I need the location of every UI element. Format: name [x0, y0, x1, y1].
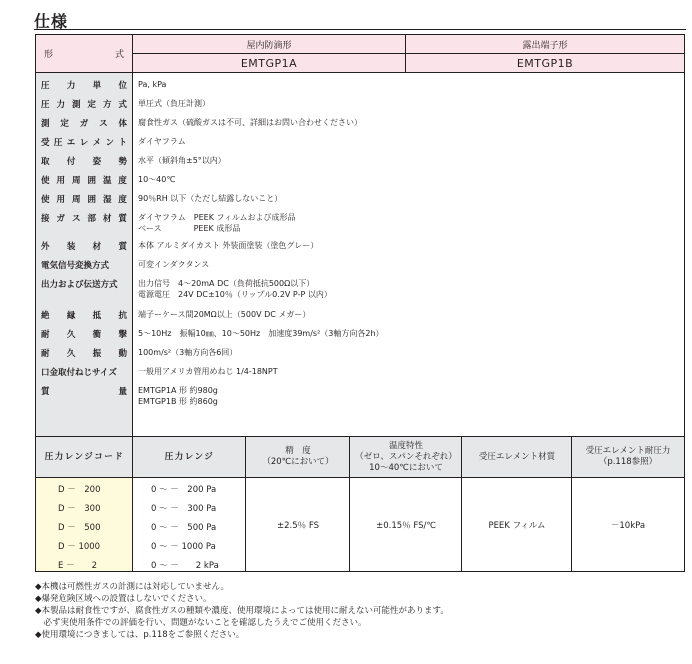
header-type-indoor: 屋内防滴形: [133, 35, 406, 54]
spec-label-char: 温: [102, 176, 112, 186]
spec-value: [138, 98, 210, 109]
spec-label-char: ト: [118, 138, 127, 148]
spec-value-line: EMTGP1B 形 約860g: [138, 397, 218, 406]
range-code: D － 500: [58, 523, 101, 533]
spec-label-char: 質: [118, 214, 127, 224]
spec-label-char: 取: [41, 157, 50, 167]
spec-label-column: [36, 73, 133, 437]
spec-label: [41, 193, 127, 205]
spec-label-char: レ: [79, 138, 89, 148]
spec-label: [41, 309, 127, 321]
temp-header-note: （ゼロ、スパンそれぞれ）: [355, 451, 457, 462]
spec-label: [41, 98, 127, 110]
range-code: D － 1000: [58, 542, 101, 552]
withstand-header: [572, 437, 684, 478]
spec-label-char: 装: [66, 242, 76, 252]
spec-value-line: EMTGP1A 形 約980g: [138, 386, 218, 395]
spec-value: [138, 193, 282, 204]
spec-label-char: ス: [99, 119, 108, 129]
spec-label-char: 衝: [92, 330, 102, 340]
spec-label-char: 接: [41, 214, 50, 224]
page-title: 仕様: [34, 12, 69, 31]
spec-value-line: 電源電圧 24V DC±10％（リップル0.2V P-P 以内）: [138, 290, 332, 299]
spec-label-char: 振: [92, 349, 102, 359]
spec-label-char: 質: [118, 242, 127, 252]
range-value: 0 ～ － 2 kPa: [151, 561, 219, 571]
spec-label-char: ガ: [79, 119, 89, 129]
temp-value: ±0.15％ FS/℃: [376, 520, 436, 531]
spec-label-char: 抗: [118, 311, 127, 321]
spec-label-char: 位: [118, 81, 127, 91]
spec-value: [138, 240, 318, 251]
material-header: 受圧エレメント材質: [462, 437, 572, 478]
range-code: D － 200: [58, 485, 101, 495]
spec-label-char: 姿: [92, 157, 102, 167]
spec-value: [138, 212, 296, 234]
range-header: 圧力レンジ: [133, 437, 246, 478]
spec-value-line: 可変インダクタンス: [138, 260, 210, 269]
spec-value: [138, 328, 384, 339]
spec-label-char: ン: [105, 138, 115, 148]
spec-label-char: 周: [71, 176, 81, 186]
temp-header-range: 10～40℃において: [369, 462, 443, 473]
spec-label: [41, 347, 127, 359]
withstand-header-note: （p.118参照）: [598, 457, 658, 467]
spec-label-char: ガ: [56, 214, 65, 224]
spec-label-char: メ: [92, 138, 102, 148]
note-line: ◆本製品は耐食性ですが、腐食性ガスの種類や濃度、使用環境によっては使用に耐えない可能性があります。: [35, 606, 449, 616]
divider: [349, 437, 350, 571]
spec-label-char: 絶: [41, 311, 50, 321]
spec-label-char: 定: [60, 119, 69, 129]
spec-label-char: 耐: [41, 349, 50, 359]
spec-label-char: 外: [41, 242, 50, 252]
spec-value-line: ダイヤフラム: [138, 137, 186, 146]
accuracy-header: [246, 437, 350, 478]
spec-label-char: 部: [87, 214, 96, 224]
note-line: ◆使用環境につきましては、p.118をご参照ください。: [35, 630, 245, 640]
spec-label: [41, 212, 127, 224]
spec-value-line: Pa, kPa: [138, 80, 167, 89]
note-line: ◆本機は可燃性ガスの計測には対応していません。: [35, 582, 230, 592]
spec-label-char: 受: [41, 138, 50, 148]
spec-label-char: 周: [71, 195, 81, 205]
range-value: 0 ～ － 500 Pa: [151, 523, 217, 533]
spec-value: [138, 259, 209, 270]
material-value: PEEK フィルム: [488, 520, 546, 531]
spec-value-line: 腐食性ガス（硫酸ガスは不可、詳細はお問い合わせください）: [138, 118, 362, 127]
spec-value-line: 90％RH 以下（ただし結露しないこと）: [138, 194, 283, 203]
spec-label-char: 方: [102, 100, 112, 110]
spec-label: [41, 240, 127, 252]
spec-value-column: [133, 73, 684, 437]
spec-label-char: 囲: [87, 195, 96, 205]
spec-label-char: 用: [56, 195, 65, 205]
spec-value: [138, 309, 310, 320]
spec-value: [138, 79, 166, 90]
spec-label-char: 測: [71, 100, 81, 110]
spec-label: [41, 155, 127, 167]
spec-label-char: ス: [71, 214, 81, 224]
spec-value: [138, 117, 362, 128]
spec-value-line: 端子ーケース間20MΩ以上（500V DC メガー）: [138, 310, 311, 319]
spec-value-line: 単圧式（負圧計測）: [138, 99, 210, 108]
withstand-header-title: 受圧エレメント耐圧力: [585, 446, 671, 456]
spec-label-char: 量: [118, 387, 127, 397]
divider: [132, 437, 133, 571]
header-type-label-char-1: 形: [44, 50, 54, 60]
spec-label: 電気信号変換方式: [41, 261, 110, 271]
spec-label-char: 体: [118, 119, 127, 129]
spec-label-char: 材: [102, 214, 112, 224]
header-type-label-char-2: 式: [114, 50, 124, 60]
spec-label-char: 度: [118, 195, 127, 205]
header-model-exposed: EMTGP1B: [406, 54, 684, 73]
temp-header-title: 温度特性: [388, 440, 423, 451]
spec-label-char: 力: [66, 81, 76, 91]
header-model-indoor: EMTGP1A: [133, 54, 406, 73]
spec-label-char: 勢: [118, 157, 127, 167]
spec-value-line: 100m/s²（3軸方向各6回）: [138, 348, 238, 357]
spec-label-char: 度: [118, 176, 127, 186]
spec-value: [138, 385, 218, 407]
spec-label-char: 単: [92, 81, 102, 91]
spec-label: [41, 174, 127, 186]
spec-value-line: 出力信号 4～20mA DC（負荷抵抗500Ω以下）: [138, 279, 315, 288]
notes: [35, 581, 449, 641]
spec-value-line: ベース PEEK 成形品: [138, 224, 241, 233]
accuracy-header-title: 精 度: [285, 446, 311, 456]
spec-value-line: 本体 アルミダイカスト 外装面塗装（塗色グレー）: [138, 241, 319, 250]
spec-label-char: 耐: [41, 330, 50, 340]
spec-label-char: 式: [118, 100, 127, 110]
spec-label-char: 用: [56, 176, 65, 186]
spec-label-char: 囲: [87, 176, 96, 186]
range-value: 0 ～ － 200 Pa: [151, 485, 217, 495]
range-code: E － 2: [58, 561, 97, 571]
spec-label: 出力および伝送方式: [41, 280, 118, 290]
note-line: 必ず実使用条件での評価を行い、問題がないことを確認したうえでご使用ください。: [35, 618, 367, 628]
spec-value: [138, 136, 186, 147]
spec-label: 口金取付ねじサイズ: [41, 368, 117, 378]
spec-table: [35, 34, 685, 572]
spec-label-char: 力: [56, 100, 65, 110]
spec-label-char: 使: [41, 195, 50, 205]
spec-label-char: 久: [66, 349, 76, 359]
spec-value-line: 一般用アメリカ管用めねじ 1/4-18NPT: [138, 367, 278, 376]
spec-value: [138, 347, 237, 358]
range-code-header: 圧力レンジコード: [36, 437, 133, 478]
divider: [245, 437, 246, 571]
spec-label-char: 撃: [118, 330, 127, 340]
spec-label-char: 湿: [102, 195, 112, 205]
spec-label: [41, 385, 127, 397]
spec-label: [41, 328, 127, 340]
spec-value-line: 5～10Hz 振幅10㎜、10～50Hz 加速度39m/s²（3軸方向各2h）: [138, 329, 384, 338]
divider: [571, 437, 572, 571]
spec-label-char: 縁: [66, 311, 76, 321]
divider: [461, 437, 462, 571]
spec-label-char: 抵: [92, 311, 102, 321]
spec-label-char: 久: [66, 330, 76, 340]
spec-value: [138, 155, 226, 166]
accuracy-header-note: （20℃において）: [262, 457, 334, 467]
spec-label-char: 使: [41, 176, 50, 186]
spec-label: [41, 117, 127, 129]
range-value: 0 ～ － 1000 Pa: [151, 542, 216, 552]
title-rule: [34, 29, 686, 30]
spec-label-char: 付: [66, 157, 76, 167]
withstand-value: －10kPa: [610, 520, 646, 531]
accuracy-value: ±2.5％ FS: [277, 520, 319, 531]
spec-label-char: 定: [87, 100, 96, 110]
spec-value: [138, 174, 175, 185]
spec-label-char: エ: [66, 138, 76, 148]
spec-label-char: 測: [41, 119, 50, 129]
range-code: D － 300: [58, 504, 101, 514]
note-line: ◆爆発危険区域への設置はしないでください。: [35, 594, 212, 604]
spec-label: [41, 136, 127, 148]
spec-value: [138, 366, 278, 377]
range-value: 0 ～ － 300 Pa: [151, 504, 217, 514]
spec-label-char: 圧: [41, 81, 50, 91]
spec-label-char: 圧: [41, 100, 50, 110]
header-type-label: [36, 35, 133, 73]
spec-value-line: ダイヤフラム PEEK フィルムおよび成形品: [138, 213, 296, 222]
spec-value-line: 10～40℃: [138, 175, 176, 184]
spec-label: [41, 79, 127, 91]
spec-label-char: 圧: [53, 138, 63, 148]
spec-value: [138, 278, 332, 300]
spec-label-char: 材: [92, 242, 102, 252]
header-type-exposed: 露出端子形: [406, 35, 684, 54]
spec-label-char: 動: [118, 349, 127, 359]
temp-header: [350, 437, 462, 478]
spec-value-line: 水平（傾斜角±5°以内）: [138, 156, 226, 165]
spec-label-char: 質: [41, 387, 50, 397]
